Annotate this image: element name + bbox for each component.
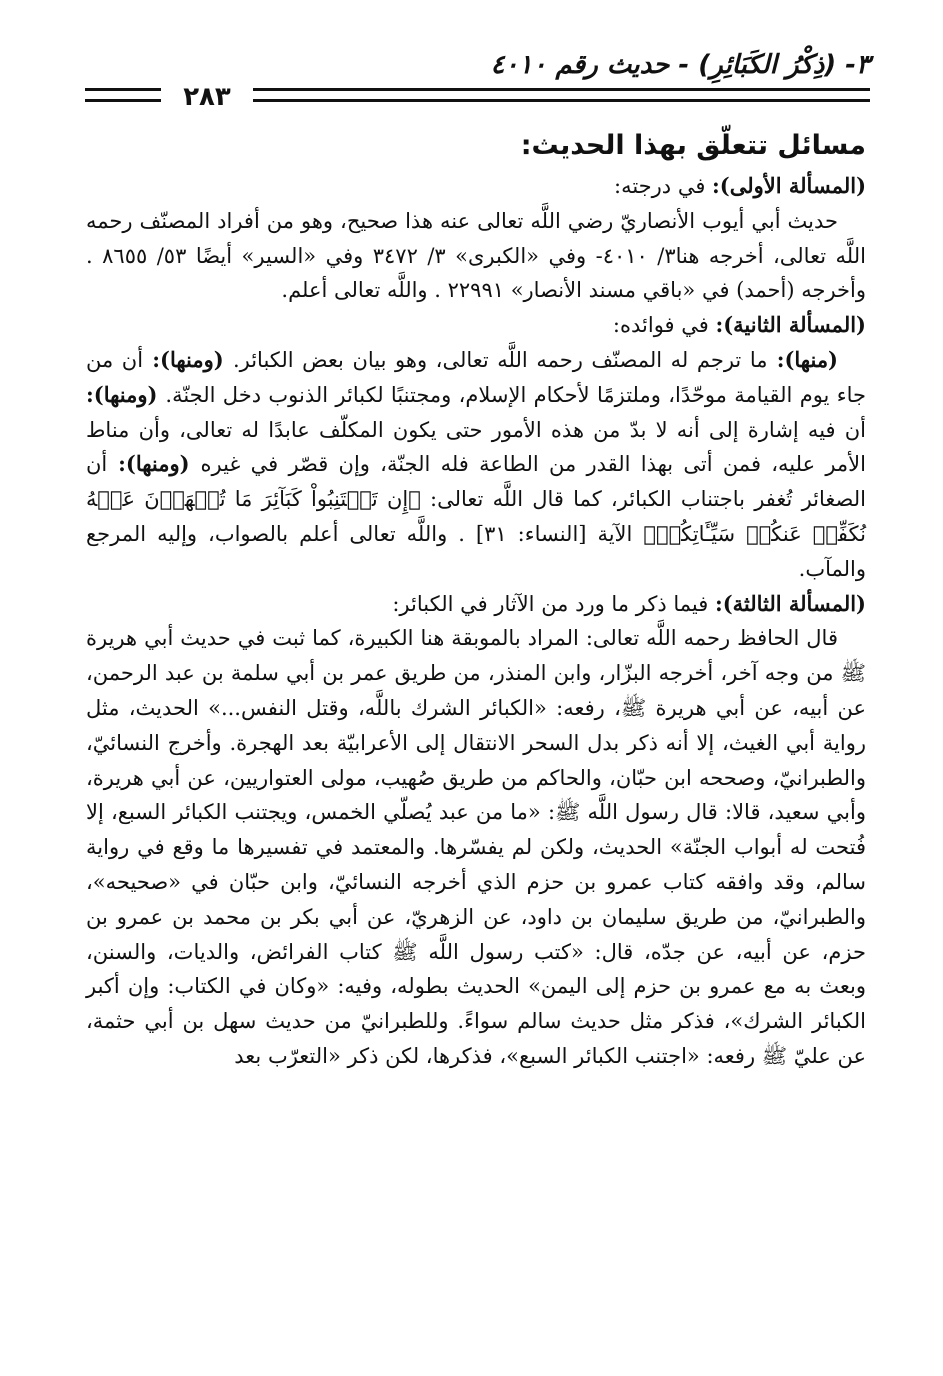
issue-2-paragraph: [86, 343, 866, 587]
issue-1-heading: (المسألة الأولى):: [712, 173, 866, 198]
header-rule-left-top: [85, 88, 161, 91]
benefit-3: أن فيه إشارة إلى أنه لا بدّ من هذه الأمور حتى يكون المكلّف عابدًا له تعالى، وأن مناط الأمر عليه، فمن أتى بهذا القدر من الطاعة فله الجنّة، وإن قصّر في غيره: [86, 417, 866, 477]
issue-1-topic: في درجته:: [614, 174, 713, 198]
running-header-title: ٣- (ذِكْرُ الكَبَائِرِ) - حديث رقم ٤٠١٠: [490, 50, 870, 80]
issue-2-heading-line: [86, 308, 866, 343]
minha-label-4: (ومنها):: [107, 451, 201, 477]
main-text: [86, 125, 866, 1074]
issue-2-heading: (المسألة الثانية):: [715, 312, 866, 338]
benefit-1: ما ترجم له المصنّف رحمه اللَّه تعالى، وهو بيان بعض الكبائر.: [232, 347, 768, 372]
page-number: ٢٨٣: [183, 82, 231, 112]
minha-label-2: (ومنها):: [143, 346, 233, 372]
running-header: [85, 48, 870, 110]
header-rule-left-bottom: [85, 99, 161, 102]
section-title: مسائل تتعلّق بهذا الحديث:: [520, 130, 866, 161]
benefit-4-end: الآية [النساء: ٣١] . واللَّه تعالى أعلم بالصواب، وإليه المرجع والمآب.: [86, 521, 866, 581]
issue-1-paragraph: حديث أبي أيوب الأنصاريّ رضي اللَّه تعالى عنه هذا صحيح، وهو من أفراد المصنّف رحمه اللَّه تعالى، أخرجه هنا٣/ ٤٠١٠- وفي «الكبرى» ٣/ ٣٤٧٢ وفي «السير» أيضًا ٥٣/ ٨٦٥٥ . وأخرجه (أحمد) في «باقي مسند الأنصار» ٢٢٩٩١ . واللَّه تعالى أعلم.: [86, 208, 866, 303]
header-rule-right-top: [253, 88, 870, 91]
issue-3-heading-line: [86, 587, 866, 622]
issue-3-paragraph: قال الحافظ رحمه اللَّه تعالى: المراد بالموبقة هنا الكبيرة، كما ثبت في حديث أبي هريرة ﷺ من وجه آخر، أخرجه البزّار، وابن المنذر، من طريق عمر بن أبي سلمة بن عبد الرحمن، عن أبيه، عن أبي هريرة ﷺ، رفعه: «الكبائر الشرك باللَّه، وقتل النفس...» الحديث، مثل رواية أبي الغيث، إلا أنه ذكر بدل السحر الانتقال إلى الأعرابيّة بعد الهجرة. وأخرج النسائيّ، والطبرانيّ، وصححه ابن حبّان، والحاكم من طريق صُهيب، مولى العتواريين، عن أبي هريرة، وأبي سعيد، قالا: قال رسول اللَّه ﷺ: «ما من عبد يُصلّي الخمس، ويجتنب الكبائر السبع، إلا فُتحت له أبواب الجنّة» الحديث، ولكن لم يفسّرها. والمعتمد في تفسيرها ما وقع في رواية سالم، وقد وافقه كتاب عمرو بن حزم الذي أخرجه النسائيّ، وابن حبّان في «صحيحه»، والطبرانيّ، من طريق سليمان بن داود، عن الزهريّ، عن أبي بكر بن محمد بن عمرو بن حزم، عن أبيه، عن جدّه، قال: «كتب رسول اللَّه ﷺ كتاب الفرائض، والديات، والسنن، وبعث به مع عمرو بن حزم إلى اليمن» الحديث بطوله، وفيه: «وكان في الكتاب: وإن أكبر الكبائر الشرك»، فذكر مثل حديث سالم سواءً. وللطبرانيّ من حديث سهل بن أبي حثمة، عن عليّ ﷺ رفعه: «اجتنب الكبائر السبع»، فذكرها، لكن ذكر «التعرّب بعد: [86, 626, 866, 1068]
minha-label-3: (ومنها):: [86, 381, 166, 407]
issue-2-topic: في فوائده:: [612, 313, 716, 338]
quran-verse: ﴿إِن تَجۡتَنِبُواْ كَبَآئِرَ مَا تُنۡهَوۡنَ عَنۡهُ نُكَفِّرۡ عَنكُمۡ سَيِّـَٔاتِكُمۡ﴾: [86, 487, 866, 546]
issue-1-heading-line: [86, 169, 866, 204]
header-rule-right-bottom: [253, 99, 870, 102]
issue-3-topic: فيما ذكر ما ورد من الآثار في الكبائر:: [392, 591, 715, 616]
minha-label-1: (منها):: [767, 346, 838, 372]
benefit-2: أن من جاء يوم القيامة موحّدًا، وملتزمًا لأحكام الإسلام، ومجتنبًا لكبائر الذنوب دخل الجنّة.: [86, 347, 866, 407]
issue-3-heading: (المسألة الثالثة):: [714, 590, 866, 616]
benefit-4: أن الصغائر تُغفر باجتناب الكبائر، كما قال اللَّه تعالى:: [86, 452, 866, 512]
